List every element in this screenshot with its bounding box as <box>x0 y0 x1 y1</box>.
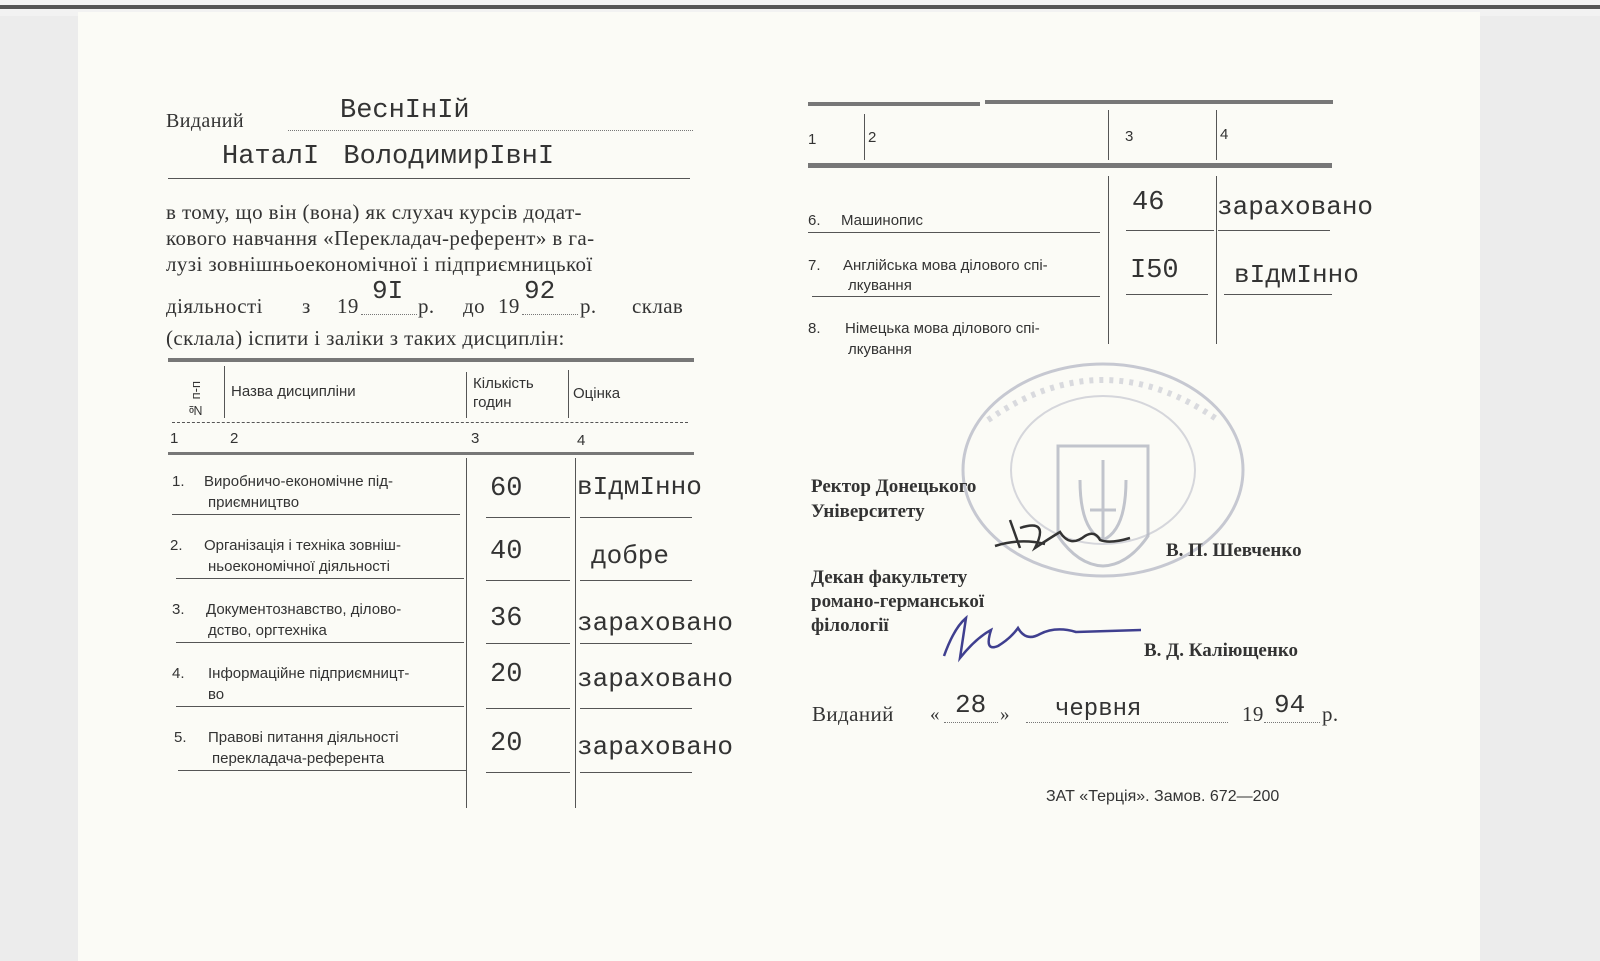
right-header-divider-3 <box>1216 110 1217 160</box>
header-row-number: № п-п <box>188 380 203 418</box>
r-suffix-from: р. <box>418 294 435 318</box>
discipline-line-2: во <box>208 686 225 703</box>
year-to-handwritten: 92 <box>524 276 556 306</box>
row-number: 1. <box>172 473 185 490</box>
row-rule <box>178 770 466 771</box>
imprint: ЗАТ «Терція». Замов. 672—200 <box>1046 788 1280 805</box>
grade-value: вIдмIнно <box>577 472 702 502</box>
grade-rule <box>580 580 692 581</box>
discipline-line-1: Машинопис <box>841 212 924 229</box>
row-number: 5. <box>174 729 187 746</box>
to-word: до <box>463 294 485 318</box>
hours-rule <box>486 517 570 518</box>
row-rule <box>808 232 1100 233</box>
rector-name: В. П. Шевченко <box>1166 540 1302 561</box>
hours-value: 36 <box>490 604 523 634</box>
discipline-line-2: лкування <box>848 277 912 294</box>
intro-line-3: лузі зовнішньоекономічної і підприємницької <box>166 252 593 276</box>
col-number-2: 2 <box>230 430 239 447</box>
year-from-dotted <box>361 314 417 315</box>
right-header-divider-2 <box>1108 110 1109 160</box>
discipline-line-2: ньоекономічної діяльності <box>208 558 391 575</box>
passed-word: склав <box>632 294 684 318</box>
row-number: 4. <box>172 665 185 682</box>
header-thick-bottom <box>168 452 694 455</box>
date-issued-label: Виданий <box>812 702 894 726</box>
hours-value: 40 <box>490 537 523 567</box>
grade-value: зараховано <box>577 664 734 694</box>
header-hours: Кількість годин <box>473 375 534 411</box>
rector-title-line-1: Ректор Донецького <box>811 476 977 497</box>
activity-word: діяльності <box>166 294 263 318</box>
col-number-1: 1 <box>170 430 179 447</box>
grade-value: зараховано <box>1217 192 1374 222</box>
rector-title <box>811 474 976 524</box>
day-handwritten: 28 <box>955 690 987 720</box>
row-number: 3. <box>172 601 185 618</box>
col-number-4: 4 <box>577 432 586 449</box>
hours-rule <box>1126 294 1208 295</box>
year-prefix-to: 19 <box>498 294 520 318</box>
header-bottom-rule <box>172 422 688 423</box>
surname-handwritten: ВеснIнIй <box>340 96 470 126</box>
header-divider-1 <box>224 366 225 418</box>
intro-last-line: (склала) іспити і заліки з таких дисциплін: <box>166 326 565 350</box>
hours-rule <box>486 580 570 581</box>
table-top-rule <box>168 358 694 362</box>
right-header-thick-bottom <box>808 163 1332 168</box>
right-header-divider-1 <box>864 114 865 160</box>
intro-line-2: кового навчання «Перекладач-референт» в га- <box>166 226 595 250</box>
row-rule <box>172 514 460 515</box>
header-divider-2 <box>466 372 467 418</box>
month-handwritten: червня <box>1055 696 1142 723</box>
header-grade: Оцінка <box>573 385 621 402</box>
row-number: 7. <box>808 257 821 274</box>
discipline-line-2: перекладача-референта <box>212 750 385 767</box>
date-open-quote: « <box>930 704 940 725</box>
body-divider-hours <box>466 458 467 808</box>
right-table-top-rule-a <box>808 102 980 106</box>
day-dotted <box>944 722 998 723</box>
discipline-line-1: Правові питання діяльності <box>208 729 399 746</box>
right-col-number-1: 1 <box>808 131 817 148</box>
intro-line-1: в тому, що він (вона) як слухач курсів додат- <box>166 200 582 224</box>
dean-title-line-1: Декан факультету <box>811 567 968 588</box>
row-rule <box>176 642 464 643</box>
year-handwritten: 94 <box>1274 690 1306 720</box>
hours-value: 60 <box>490 474 523 504</box>
dean-signature-icon <box>936 608 1146 664</box>
discipline-line-1: Інформаційне підприємницт- <box>208 665 410 682</box>
row-number: 2. <box>170 537 183 554</box>
name-handwritten: НаталI ВолодимирIвнI <box>222 142 555 172</box>
discipline-line-1: Організація і техніка зовніш- <box>204 537 401 554</box>
year-prefix-from: 19 <box>337 294 359 318</box>
right-col-number-3: 3 <box>1125 128 1134 145</box>
grade-rule <box>580 643 692 644</box>
discipline-line-1: Англійська мова ділового спі- <box>843 257 1048 274</box>
hours-value: I50 <box>1130 256 1179 286</box>
hours-rule <box>486 643 570 644</box>
name-underline <box>168 178 690 179</box>
right-col-number-4: 4 <box>1220 126 1229 143</box>
grade-rule <box>580 708 692 709</box>
hours-value: 46 <box>1132 188 1165 218</box>
grade-value: вIдмIнно <box>1234 260 1359 290</box>
body-divider-grade <box>575 458 576 808</box>
discipline-line-1: Німецька мова ділового спі- <box>845 320 1040 337</box>
date-year-prefix: 19 <box>1242 702 1264 726</box>
date-r-suffix: р. <box>1322 702 1339 726</box>
discipline-line-2: дство, оргтехніка <box>208 622 327 639</box>
header-divider-3 <box>568 370 569 418</box>
date-close-quote: » <box>1000 704 1010 725</box>
header-discipline-name: Назва дисципліни <box>231 383 356 400</box>
grade-rule <box>1218 230 1330 231</box>
year-to-dotted <box>522 314 578 315</box>
hours-rule <box>486 708 570 709</box>
grade-rule <box>580 517 692 518</box>
year-dotted <box>1264 722 1320 723</box>
right-table-top-rule-b <box>985 100 1333 104</box>
row-rule <box>176 578 464 579</box>
hours-value: 20 <box>490 660 523 690</box>
from-word: з <box>302 294 311 318</box>
discipline-line-1: Документознавство, ділово- <box>206 601 402 618</box>
discipline-line-2: приємництво <box>208 494 300 511</box>
issued-label: Виданий <box>166 110 245 132</box>
dean-title-line-3: філології <box>811 615 889 636</box>
r-suffix-to: р. <box>580 294 597 318</box>
right-col-number-2: 2 <box>868 129 877 146</box>
grade-rule <box>580 772 692 773</box>
discipline-line-2: лкування <box>848 341 912 358</box>
hours-value: 20 <box>490 729 523 759</box>
discipline-line-1: Виробничо-економічне під- <box>204 473 393 490</box>
row-number: 6. <box>808 212 821 229</box>
grade-value: зараховано <box>577 732 734 762</box>
rector-title-line-2: Університету <box>811 501 925 522</box>
grade-value: зараховано <box>577 608 734 638</box>
row-rule <box>812 296 1100 297</box>
col-number-3: 3 <box>471 430 480 447</box>
row-rule <box>176 706 464 707</box>
grade-rule <box>1224 294 1332 295</box>
dean-title-line-2: романо-германської <box>811 591 985 612</box>
dean-name: В. Д. Каліющенко <box>1144 640 1299 661</box>
right-body-divider-hours <box>1108 176 1109 344</box>
year-from-handwritten: 9I <box>372 276 404 306</box>
hours-rule <box>1126 230 1214 231</box>
hours-rule <box>486 772 570 773</box>
rector-signature-icon <box>990 508 1140 568</box>
grade-value: добре <box>591 541 670 571</box>
row-number: 8. <box>808 320 821 337</box>
issued-dotted-line <box>288 130 693 131</box>
